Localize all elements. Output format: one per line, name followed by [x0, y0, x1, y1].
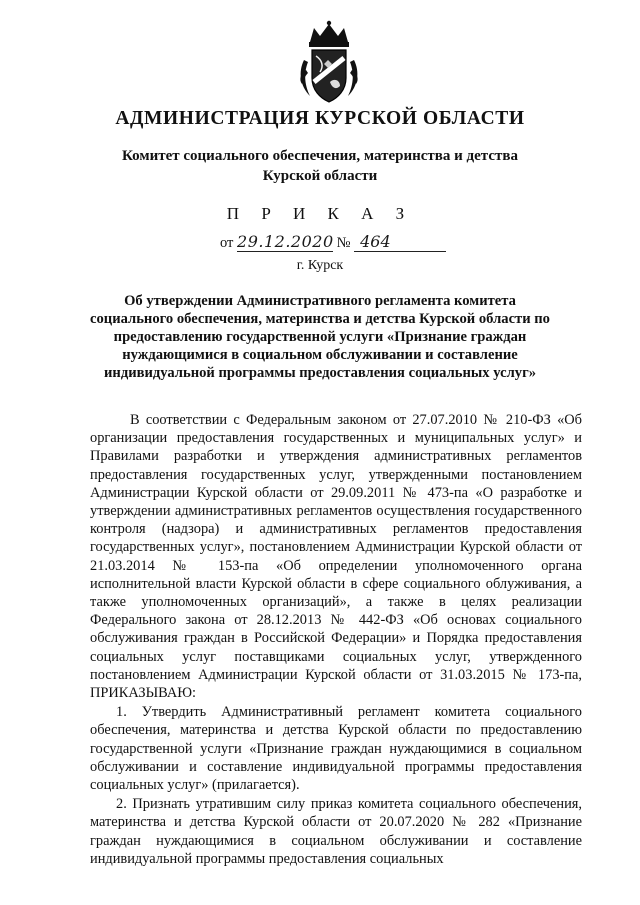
- city-name: г. Курск: [296, 258, 344, 273]
- handwritten-number: 464: [354, 232, 446, 252]
- title-line-2: социального обеспечения, материнства и детства Курской области по: [90, 311, 550, 327]
- document-type: П Р И К А З: [226, 204, 414, 223]
- coat-of-arms-emblem: [296, 20, 362, 104]
- order-date-number-line: [220, 232, 446, 252]
- item-2-paragraph: 2. Признать утратившим силу приказ комитета социального обеспечения, материнства и детства Курской области от 20.07.2020 № 282 «Признание граждан нуждающимися в социальном обслуживании и составление индивидуальной программы предоставления социальных: [90, 796, 582, 867]
- preamble-paragraph: В соответствии с Федеральным законом от 27.07.2010 № 210-ФЗ «Об организации предоставления государственных и муниципальных услуг» и Правилами разработки и утверждения административных регламентов предоставления государственных услуг, утвержденными постановлением Администрации Курской области от 29.09.2011 № 473-па «О разработке и утверждении административных регламентов осуществления государственного контроля (надзора) и административных регламентов предоставления государственных услуг», постановлением Администрации Курской области от 21.03.2014 № 153-па «Об определении уполномоченного органа исполнительной власти Курской области в сфере социального облуживания, а также уполномоченных организаций», а также в целях реализации Федерального закона от 28.12.2013 № 442-ФЗ «Об основах социального обслуживания граждан в Российской Федерации» и Порядка предоставления социальных услуг поставщиками социальных услуг, утвержденного постановлением Администрации Курской области от 31.03.2015 № 173-па, ПРИКАЗЫВАЮ:: [90, 412, 582, 702]
- date-prefix: от: [220, 235, 234, 251]
- title-line-3: предоставлению государственной услуги «Признание граждан: [113, 329, 527, 345]
- title-line-5: индивидуальной программы предоставления социальных услуг»: [104, 365, 536, 381]
- number-prefix: №: [336, 235, 351, 251]
- organization-name: АДМИНИСТРАЦИЯ КУРСКОЙ ОБЛАСТИ: [115, 108, 525, 129]
- committee-line-2: Курской области: [262, 168, 378, 184]
- order-body: [90, 411, 582, 868]
- committee-line-1: Комитет социального обеспечения, материнства и детства: [122, 148, 518, 164]
- item-1-paragraph: 1. Утвердить Административный регламент комитета социального обеспечения, материнства и детства Курской области по предоставлению государственной услуги «Признание граждан нуждающимися в социальном обслуживании и составление индивидуальной программы предоставления социальных услуг» (прилагается).: [90, 704, 582, 794]
- committee-name: [0, 146, 640, 186]
- title-line-1: Об утверждении Административного регламента комитета: [124, 293, 516, 309]
- order-title: [0, 292, 640, 382]
- handwritten-date: 29.12.2020: [237, 232, 334, 251]
- title-line-4: нуждающимися в социальном обслуживании и составление: [122, 347, 518, 363]
